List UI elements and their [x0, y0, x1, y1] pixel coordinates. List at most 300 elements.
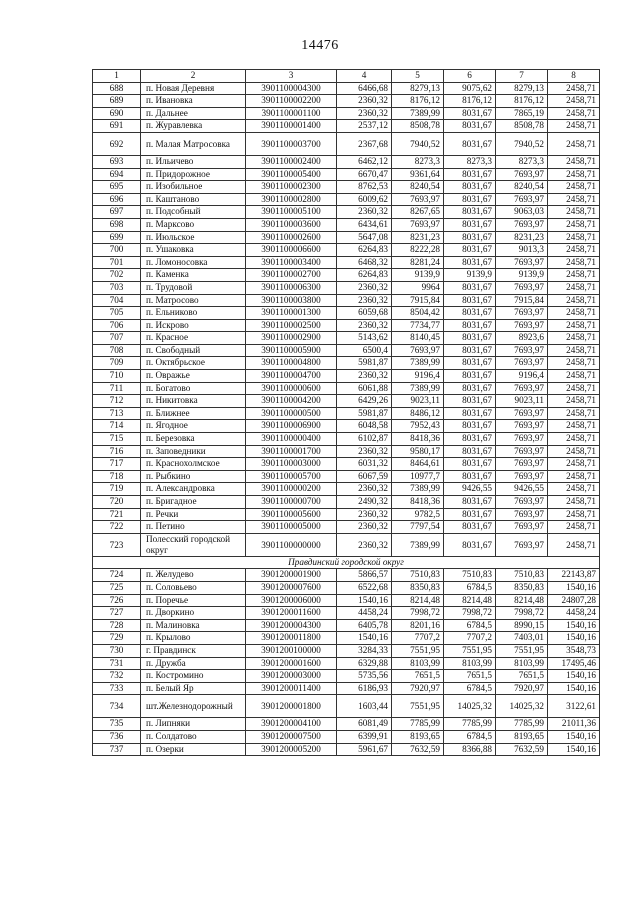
value-cell-5: 7632,59	[392, 743, 444, 756]
value-cell-7: 14025,32	[496, 695, 548, 718]
table-row	[93, 496, 600, 509]
value-cell-6: 8031,67	[444, 344, 496, 357]
code-cell: 3901200004100	[246, 718, 337, 731]
settlement-name-cell: п. Ломоносовка	[141, 256, 246, 269]
value-cell-4: 5961,67	[337, 743, 392, 756]
value-cell-8: 2458,71	[548, 508, 600, 521]
row-number-cell: 731	[93, 657, 141, 670]
value-cell-8: 1540,16	[548, 730, 600, 743]
value-cell-5: 7551,95	[392, 644, 444, 657]
row-number-cell: 706	[93, 319, 141, 332]
value-cell-4: 2360,32	[337, 533, 392, 556]
value-cell-6: 14025,32	[444, 695, 496, 718]
code-cell: 3901200007500	[246, 730, 337, 743]
value-cell-5: 7389,99	[392, 357, 444, 370]
value-cell-7: 9139,9	[496, 269, 548, 282]
value-cell-8: 2458,71	[548, 95, 600, 108]
value-cell-5: 9964	[392, 281, 444, 294]
settlement-name-cell: п. Богатово	[141, 382, 246, 395]
value-cell-7: 8193,65	[496, 730, 548, 743]
value-cell-6: 8031,67	[444, 231, 496, 244]
settlement-name-cell: п. Ильичево	[141, 155, 246, 168]
page-number: 14476	[301, 38, 339, 53]
table-row	[93, 155, 600, 168]
settlement-name-cell: п. Трудовой	[141, 281, 246, 294]
value-cell-7: 8508,78	[496, 120, 548, 133]
row-number-cell: 729	[93, 632, 141, 645]
settlement-name-cell: п. Малая Матросовка	[141, 132, 246, 155]
value-cell-7: 7693,97	[496, 319, 548, 332]
code-cell: 3901100000500	[246, 407, 337, 420]
table-row	[93, 569, 600, 582]
value-cell-7: 7940,52	[496, 132, 548, 155]
value-cell-4: 6468,32	[337, 256, 392, 269]
code-cell: 3901100006600	[246, 244, 337, 257]
row-number-cell: 720	[93, 496, 141, 509]
row-number-cell: 728	[93, 619, 141, 632]
row-number-cell: 689	[93, 95, 141, 108]
value-cell-7: 7632,59	[496, 743, 548, 756]
code-cell: 3901100004300	[246, 82, 337, 95]
code-cell: 3901200001600	[246, 657, 337, 670]
value-cell-4: 5647,08	[337, 231, 392, 244]
row-number-cell: 711	[93, 382, 141, 395]
value-cell-7: 7693,97	[496, 533, 548, 556]
value-cell-8: 1540,16	[548, 581, 600, 594]
table-row	[93, 95, 600, 108]
value-cell-8: 1540,16	[548, 682, 600, 695]
code-cell: 3901100004700	[246, 370, 337, 383]
value-cell-4: 2360,32	[337, 370, 392, 383]
value-cell-7: 9013,3	[496, 244, 548, 257]
row-number-cell: 737	[93, 743, 141, 756]
value-cell-6: 8031,67	[444, 382, 496, 395]
value-cell-8: 2458,71	[548, 281, 600, 294]
value-cell-7: 7693,97	[496, 281, 548, 294]
value-cell-7: 9023,11	[496, 395, 548, 408]
row-number-cell: 716	[93, 445, 141, 458]
settlement-name-cell: п. Дальнее	[141, 107, 246, 120]
value-cell-7: 7693,97	[496, 445, 548, 458]
value-cell-5: 9361,64	[392, 168, 444, 181]
value-cell-8: 1540,16	[548, 632, 600, 645]
table-row	[93, 445, 600, 458]
value-cell-7: 7693,97	[496, 521, 548, 534]
section-header-row	[93, 556, 600, 569]
value-cell-6: 7785,99	[444, 718, 496, 731]
table-row	[93, 657, 600, 670]
row-number-cell: 702	[93, 269, 141, 282]
value-cell-7: 8923,6	[496, 332, 548, 345]
value-cell-4: 6670,47	[337, 168, 392, 181]
value-cell-4: 2360,32	[337, 521, 392, 534]
row-number-cell: 732	[93, 670, 141, 683]
value-cell-5: 9580,17	[392, 445, 444, 458]
section-title: Правдинский городской округ	[93, 556, 600, 569]
value-cell-7: 7693,97	[496, 218, 548, 231]
value-cell-8: 2458,71	[548, 319, 600, 332]
code-cell: 3901100005100	[246, 206, 337, 219]
value-cell-6: 8031,67	[444, 445, 496, 458]
value-cell-5: 8350,83	[392, 581, 444, 594]
value-cell-8: 2458,71	[548, 193, 600, 206]
settlement-name-cell: п. Белый Яр	[141, 682, 246, 695]
table-row	[93, 607, 600, 620]
value-cell-6: 8103,99	[444, 657, 496, 670]
value-cell-4: 6462,12	[337, 155, 392, 168]
row-number-cell: 719	[93, 483, 141, 496]
code-cell: 3901100003600	[246, 218, 337, 231]
settlement-name-cell: п. Красное	[141, 332, 246, 345]
settlement-name-cell: п. Новая Деревня	[141, 82, 246, 95]
value-cell-5: 8267,65	[392, 206, 444, 219]
code-cell: 3901100002700	[246, 269, 337, 282]
row-number-cell: 694	[93, 168, 141, 181]
value-cell-8: 2458,71	[548, 269, 600, 282]
value-cell-7: 7693,97	[496, 256, 548, 269]
table-row	[93, 370, 600, 383]
value-cell-7: 7693,97	[496, 193, 548, 206]
value-cell-4: 6500,4	[337, 344, 392, 357]
value-cell-6: 7707,2	[444, 632, 496, 645]
value-cell-8: 1540,16	[548, 743, 600, 756]
row-number-cell: 718	[93, 470, 141, 483]
value-cell-7: 7693,97	[496, 307, 548, 320]
value-cell-5: 7785,99	[392, 718, 444, 731]
value-cell-5: 7651,5	[392, 670, 444, 683]
value-cell-8: 2458,71	[548, 458, 600, 471]
value-cell-6: 8031,67	[444, 407, 496, 420]
value-cell-6: 8031,67	[444, 496, 496, 509]
table-row	[93, 120, 600, 133]
value-cell-4: 6009,62	[337, 193, 392, 206]
table-row	[93, 718, 600, 731]
value-cell-4: 5735,56	[337, 670, 392, 683]
value-cell-6: 8031,67	[444, 319, 496, 332]
value-cell-5: 8279,13	[392, 82, 444, 95]
value-cell-8: 2458,71	[548, 483, 600, 496]
row-number-cell: 691	[93, 120, 141, 133]
settlement-name-cell: п. Соловьево	[141, 581, 246, 594]
value-cell-4: 2360,32	[337, 319, 392, 332]
value-cell-4: 6081,49	[337, 718, 392, 731]
value-cell-7: 8214,48	[496, 594, 548, 607]
code-cell: 3901200004300	[246, 619, 337, 632]
value-cell-8: 2458,71	[548, 181, 600, 194]
value-cell-4: 1540,16	[337, 594, 392, 607]
settlement-name-cell: п. Малиновка	[141, 619, 246, 632]
value-cell-6: 6	[444, 70, 496, 83]
table-body	[93, 70, 600, 756]
value-cell-4: 2360,32	[337, 445, 392, 458]
table-row	[93, 307, 600, 320]
code-cell: 3901100000200	[246, 483, 337, 496]
value-cell-7: 8176,12	[496, 95, 548, 108]
value-cell-5: 5	[392, 70, 444, 83]
code-cell: 3901200005200	[246, 743, 337, 756]
value-cell-4: 6067,59	[337, 470, 392, 483]
value-cell-5: 7389,99	[392, 382, 444, 395]
row-number-cell: 697	[93, 206, 141, 219]
value-cell-6: 8031,67	[444, 120, 496, 133]
value-cell-7: 8231,23	[496, 231, 548, 244]
value-cell-8: 2458,71	[548, 294, 600, 307]
code-cell: 3901200011600	[246, 607, 337, 620]
value-cell-8: 2458,71	[548, 206, 600, 219]
value-cell-6: 8031,67	[444, 521, 496, 534]
value-cell-6: 8031,67	[444, 193, 496, 206]
table-row	[93, 458, 600, 471]
settlement-name-cell: п. Ближнее	[141, 407, 246, 420]
table-row	[93, 632, 600, 645]
settlement-name-cell: п. Желудево	[141, 569, 246, 582]
table-row	[93, 470, 600, 483]
value-cell-5: 7693,97	[392, 193, 444, 206]
value-cell-6: 8031,67	[444, 470, 496, 483]
value-cell-5: 8176,12	[392, 95, 444, 108]
code-cell: 3901100006300	[246, 281, 337, 294]
value-cell-6: 8031,67	[444, 168, 496, 181]
code-cell: 3901100005600	[246, 508, 337, 521]
table-row	[93, 218, 600, 231]
settlement-name-cell: п. Искрово	[141, 319, 246, 332]
value-cell-7: 8279,13	[496, 82, 548, 95]
row-number-cell: 730	[93, 644, 141, 657]
row-number-cell: 696	[93, 193, 141, 206]
code-cell: 3901100000700	[246, 496, 337, 509]
value-cell-8: 2458,71	[548, 107, 600, 120]
value-cell-5: 7389,99	[392, 107, 444, 120]
value-cell-7: 7693,97	[496, 458, 548, 471]
value-cell-5: 8140,45	[392, 332, 444, 345]
value-cell-4: 2360,32	[337, 294, 392, 307]
value-cell-5: 8273,3	[392, 155, 444, 168]
row-number-cell: 692	[93, 132, 141, 155]
value-cell-8: 3548,73	[548, 644, 600, 657]
value-cell-7: 8273,3	[496, 155, 548, 168]
value-cell-6: 7551,95	[444, 644, 496, 657]
row-number-cell: 695	[93, 181, 141, 194]
table-row	[93, 269, 600, 282]
value-cell-5: 7510,83	[392, 569, 444, 582]
value-cell-4: 8762,53	[337, 181, 392, 194]
value-cell-8: 2458,71	[548, 168, 600, 181]
code-cell: 3901100003400	[246, 256, 337, 269]
settlement-name-cell: п. Свободный	[141, 344, 246, 357]
value-cell-7: 7785,99	[496, 718, 548, 731]
code-cell: 3901100001700	[246, 445, 337, 458]
row-number-cell: 703	[93, 281, 141, 294]
row-number-cell: 727	[93, 607, 141, 620]
value-cell-8: 4458,24	[548, 607, 600, 620]
value-cell-4: 3284,33	[337, 644, 392, 657]
row-number-cell: 693	[93, 155, 141, 168]
table-row	[93, 107, 600, 120]
value-cell-6: 8366,88	[444, 743, 496, 756]
value-cell-6: 8031,67	[444, 294, 496, 307]
row-number-cell: 736	[93, 730, 141, 743]
value-cell-5: 7707,2	[392, 632, 444, 645]
value-cell-4: 2360,32	[337, 508, 392, 521]
row-number-cell: 709	[93, 357, 141, 370]
row-number-cell: 714	[93, 420, 141, 433]
table-row	[93, 382, 600, 395]
table-row	[93, 533, 600, 556]
value-cell-6: 8031,67	[444, 181, 496, 194]
value-cell-6: 8031,67	[444, 433, 496, 446]
row-number-cell: 715	[93, 433, 141, 446]
value-cell-7: 8240,54	[496, 181, 548, 194]
value-cell-7: 8990,15	[496, 619, 548, 632]
value-cell-7: 7693,97	[496, 496, 548, 509]
settlement-name-cell: п. Никитовка	[141, 395, 246, 408]
settlement-name-cell: п. Изобильное	[141, 181, 246, 194]
code-cell: 3901100002800	[246, 193, 337, 206]
value-cell-8: 2458,71	[548, 231, 600, 244]
code-cell: 3901100000400	[246, 433, 337, 446]
value-cell-6: 8031,67	[444, 307, 496, 320]
value-cell-6: 8031,67	[444, 244, 496, 257]
code-cell: 3901100001400	[246, 120, 337, 133]
settlement-name-cell: п. Озерки	[141, 743, 246, 756]
value-cell-7: 7693,97	[496, 382, 548, 395]
value-cell-8: 2458,71	[548, 420, 600, 433]
table-row	[93, 420, 600, 433]
code-cell: 3901200011800	[246, 632, 337, 645]
settlement-name-cell: п. Бригадное	[141, 496, 246, 509]
value-cell-5: 8214,48	[392, 594, 444, 607]
value-cell-7: 8350,83	[496, 581, 548, 594]
value-cell-5: 9139,9	[392, 269, 444, 282]
value-cell-8: 2458,71	[548, 382, 600, 395]
table-row	[93, 395, 600, 408]
row-number-cell: 707	[93, 332, 141, 345]
row-number-cell: 701	[93, 256, 141, 269]
value-cell-8: 2458,71	[548, 395, 600, 408]
value-cell-5: 7797,54	[392, 521, 444, 534]
row-number-cell: 690	[93, 107, 141, 120]
value-cell-8: 2458,71	[548, 407, 600, 420]
value-cell-5: 7389,99	[392, 483, 444, 496]
row-number-cell: 1	[93, 70, 141, 83]
value-cell-7: 7	[496, 70, 548, 83]
value-cell-4: 1540,16	[337, 632, 392, 645]
settlement-name-cell: п. Заповедники	[141, 445, 246, 458]
row-number-cell: 725	[93, 581, 141, 594]
settlement-name-cell: п. Костромино	[141, 670, 246, 683]
table-row	[93, 644, 600, 657]
table-row	[93, 294, 600, 307]
value-cell-8: 2458,71	[548, 256, 600, 269]
code-cell: 3901100002200	[246, 95, 337, 108]
value-cell-7: 9426,55	[496, 483, 548, 496]
settlement-name-cell: п. Придорожное	[141, 168, 246, 181]
settlement-name-cell: п. Ягодное	[141, 420, 246, 433]
value-cell-8: 2458,71	[548, 155, 600, 168]
settlement-name-cell: п. Солдатово	[141, 730, 246, 743]
value-cell-4: 6522,68	[337, 581, 392, 594]
value-cell-7: 9063,03	[496, 206, 548, 219]
value-cell-6: 8031,67	[444, 533, 496, 556]
value-cell-5: 7920,97	[392, 682, 444, 695]
value-cell-4: 5981,87	[337, 407, 392, 420]
value-cell-6: 6784,5	[444, 581, 496, 594]
value-cell-6: 6784,5	[444, 730, 496, 743]
settlement-name-cell: п. Поречье	[141, 594, 246, 607]
value-cell-4: 2360,32	[337, 206, 392, 219]
settlement-name-cell: п. Ельниково	[141, 307, 246, 320]
value-cell-5: 8504,42	[392, 307, 444, 320]
value-cell-8: 2458,71	[548, 496, 600, 509]
value-cell-6: 7998,72	[444, 607, 496, 620]
value-cell-7: 7915,84	[496, 294, 548, 307]
table-row	[93, 281, 600, 294]
value-cell-6: 8031,67	[444, 281, 496, 294]
value-cell-4: 2360,32	[337, 483, 392, 496]
value-cell-4: 6466,68	[337, 82, 392, 95]
value-cell-6: 8031,67	[444, 420, 496, 433]
table-row	[93, 743, 600, 756]
settlement-name-cell: п. Журавлевка	[141, 120, 246, 133]
settlement-name-cell: п. Дворкино	[141, 607, 246, 620]
value-cell-8: 2458,71	[548, 433, 600, 446]
row-number-cell: 734	[93, 695, 141, 718]
settlement-name-cell: п. Июльское	[141, 231, 246, 244]
value-cell-5: 7952,43	[392, 420, 444, 433]
code-cell: 3901100003800	[246, 294, 337, 307]
value-cell-6: 8214,48	[444, 594, 496, 607]
row-number-cell: 710	[93, 370, 141, 383]
table-row	[93, 193, 600, 206]
value-cell-4: 1603,44	[337, 695, 392, 718]
settlement-name-cell: п. Марксово	[141, 218, 246, 231]
code-cell: 3901100005400	[246, 168, 337, 181]
value-cell-6: 9139,9	[444, 269, 496, 282]
value-cell-7: 7693,97	[496, 357, 548, 370]
table-row	[93, 670, 600, 683]
settlement-name-cell: п. Ивановка	[141, 95, 246, 108]
value-cell-4: 6048,58	[337, 420, 392, 433]
table-row	[93, 332, 600, 345]
table-row	[93, 682, 600, 695]
code-cell: 3901200007600	[246, 581, 337, 594]
table-row	[93, 244, 600, 257]
value-cell-6: 8176,12	[444, 95, 496, 108]
code-cell: 3901100002600	[246, 231, 337, 244]
value-cell-8: 2458,71	[548, 244, 600, 257]
value-cell-6: 6784,5	[444, 682, 496, 695]
value-cell-8: 1540,16	[548, 619, 600, 632]
data-table	[92, 69, 600, 756]
row-number-cell: 726	[93, 594, 141, 607]
code-cell: 3901100003000	[246, 458, 337, 471]
value-cell-5: 7734,77	[392, 319, 444, 332]
value-cell-5: 9023,11	[392, 395, 444, 408]
table-row	[93, 82, 600, 95]
value-cell-6: 7510,83	[444, 569, 496, 582]
value-cell-4: 6405,78	[337, 619, 392, 632]
row-number-cell: 698	[93, 218, 141, 231]
value-cell-5: 8464,61	[392, 458, 444, 471]
code-cell: 3901200011400	[246, 682, 337, 695]
value-cell-4: 6264,83	[337, 244, 392, 257]
settlement-name-cell: п. Александровка	[141, 483, 246, 496]
value-cell-7: 7551,95	[496, 644, 548, 657]
value-cell-8: 17495,46	[548, 657, 600, 670]
code-cell: 3901100002400	[246, 155, 337, 168]
value-cell-4: 6186,93	[337, 682, 392, 695]
code-cell: 3901100000600	[246, 382, 337, 395]
